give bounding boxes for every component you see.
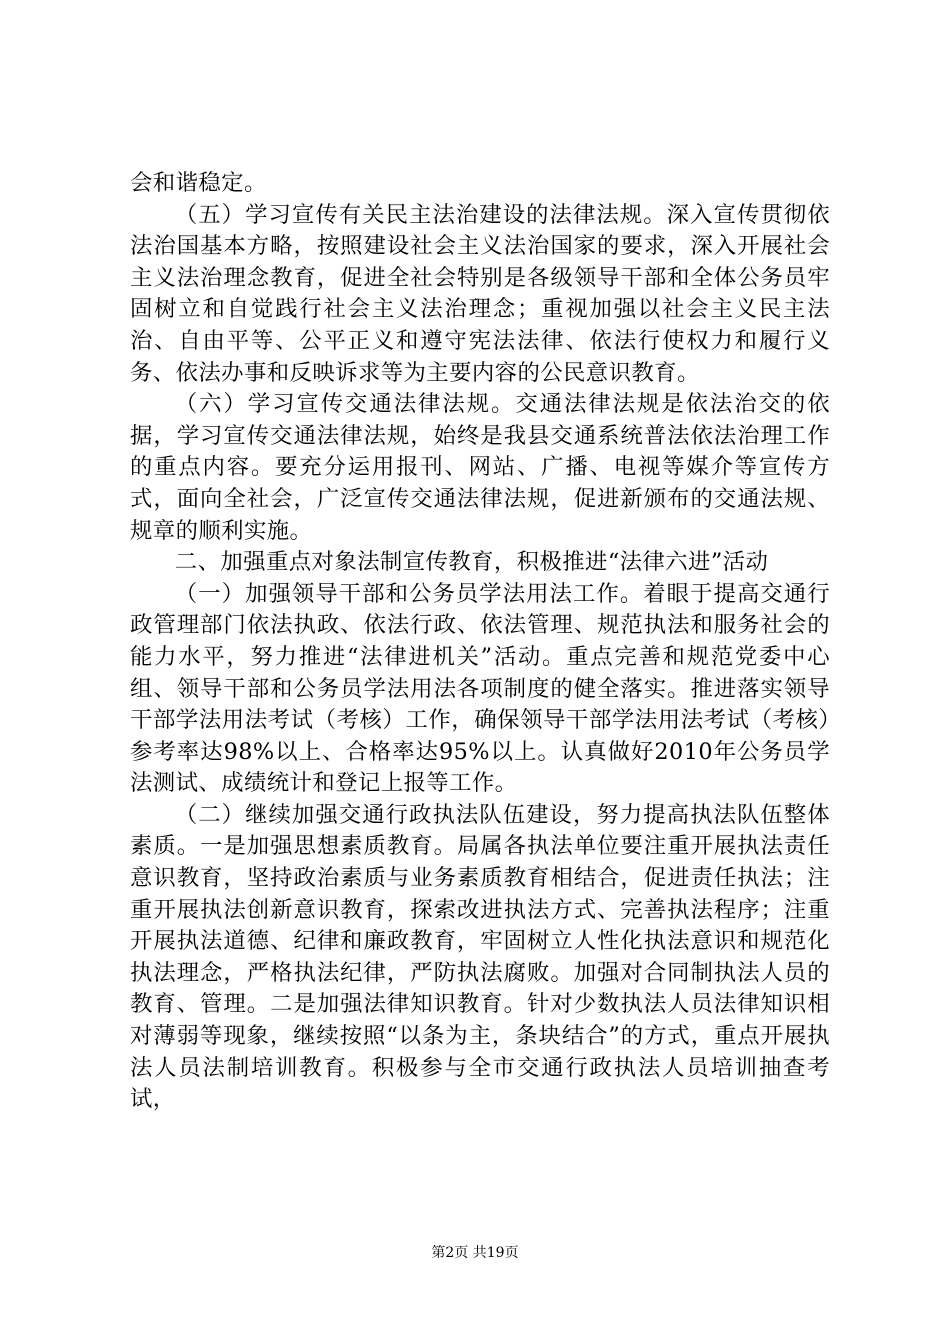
paragraph-section-6: （六）学习宣传交通法律法规。交通法律法规是依法治交的依据，学习宣传交通法律法规，始终是我县交通系统普法依法治理工作的重点内容。要充分运用报刊、网站、广播、电视等媒介等宣传方式，面向全社会，广泛宣传交通法律法规，促进新颁布的交通法规、规章的顺利实施。: [130, 391, 830, 544]
section-heading-2: 二、加强重点对象法制宣传教育，积极推进“法律六进”活动: [174, 549, 769, 576]
paragraph-section-5: （五）学习宣传有关民主法治建设的法律法规。深入宣传贯彻依法治国基本方略，按照建设社会主义法治国家的要求，深入开展社会主义法治理念教育，促进全社会特别是各级领导干部和全体公务员牢固树立和自觉践行社会主义法治理念；重视加强以社会主义民主法治、自由平等、公平正义和遵守宪法法律、依法行使权力和履行义务、依法办事和反映诉求等为主要内容的公民意识教育。: [130, 201, 830, 386]
page-number-footer: 第2页 共19页: [431, 1245, 519, 1261]
paragraph-continuation: 会和谐稳定。: [130, 170, 267, 196]
document-body: [130, 168, 830, 1116]
paragraph-subsection-2: （二）继续加强交通行政执法队伍建设，努力提高执法队伍整体素质。一是加强思想素质教育。局属各执法单位要注重开展执法责任意识教育，坚持政治素质与业务素质教育相结合，促进责任执法；注重开展执法创新意识教育，探索改进执法方式、完善执法程序；注重开展执法道德、纪律和廉政教育，牢固树立人性化执法意识和规范化执法理念，严格执法纪律，严防执法腐败。加强对合同制执法人员的教育、管理。二是加强法律知识教育。针对少数执法人员法律知识相对薄弱等现象，继续按照“以条为主，条块结合”的方式，重点开展执法人员法制培训教育。积极参与全市交通行政执法人员培训抽查考试，: [130, 801, 830, 1113]
paragraph-subsection-1: （一）加强领导干部和公务员学法用法工作。着眼于提高交通行政管理部门依法执政、依法行政、依法管理、规范执法和服务社会的能力水平，努力推进“法律进机关”活动。重点完善和规范党委中心组、领导干部和公务员学法用法各项制度的健全落实。推进落实领导干部学法用法考试（考核）工作，确保领导干部学法用法考试（考核）参考率达98%以上、合格率达95%以上。认真做好2010年公务员学法测试、成绩统计和登记上报等工作。: [130, 580, 830, 797]
